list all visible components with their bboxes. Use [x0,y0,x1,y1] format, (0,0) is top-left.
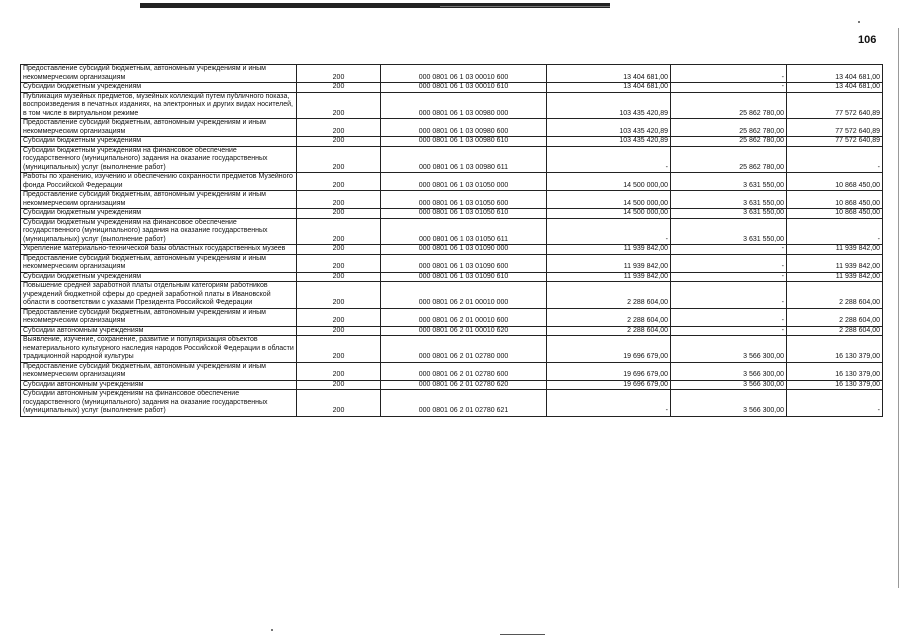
budget-table [20,64,883,417]
row-executed-amount: - [671,83,787,93]
row-name: Субсидии бюджетным учреждениям [21,272,297,282]
row-line-code: 200 [297,336,381,363]
table-row [21,83,883,93]
row-executed-amount: 3 631 550,00 [671,218,787,245]
row-budget-code: 000 0801 06 1 03 00980 611 [381,146,547,173]
row-unexecuted-amount: 10 868 450,00 [787,209,883,219]
table-row [21,218,883,245]
row-unexecuted-amount: 2 288 604,00 [787,282,883,309]
row-line-code: 200 [297,272,381,282]
row-name: Предоставление субсидий бюджетным, автономным учреждениям и иным некоммерческим организациям [21,65,297,83]
row-unexecuted-amount: 16 130 379,00 [787,362,883,380]
row-unexecuted-amount: 11 939 842,00 [787,254,883,272]
row-executed-amount: - [671,254,787,272]
row-budget-code: 000 0801 06 2 01 02780 000 [381,336,547,363]
row-line-code: 200 [297,282,381,309]
row-executed-amount: 3 631 550,00 [671,173,787,191]
row-unexecuted-amount: 2 288 604,00 [787,326,883,336]
table-row [21,209,883,219]
row-name: Предоставление субсидий бюджетным, автономным учреждениям и иным некоммерческим организациям [21,191,297,209]
row-unexecuted-amount: 13 404 681,00 [787,83,883,93]
row-approved-amount: 13 404 681,00 [547,83,671,93]
budget-table-body [21,65,883,417]
row-approved-amount: - [547,390,671,417]
scan-top-line [440,6,610,7]
table-row [21,65,883,83]
row-executed-amount: - [671,326,787,336]
row-approved-amount: 19 696 679,00 [547,336,671,363]
row-name: Предоставление субсидий бюджетным, автономным учреждениям и иным некоммерческим организациям [21,308,297,326]
row-name: Предоставление субсидий бюджетным, автономным учреждениям и иным некоммерческим организациям [21,119,297,137]
row-budget-code: 000 0801 06 1 03 00980 610 [381,137,547,147]
row-executed-amount: 25 862 780,00 [671,92,787,119]
row-budget-code: 000 0801 06 1 03 01090 600 [381,254,547,272]
table-row [21,336,883,363]
row-approved-amount: 2 288 604,00 [547,282,671,309]
row-name: Субсидии бюджетным учреждениям [21,137,297,147]
table-row [21,92,883,119]
scan-speck [271,629,273,631]
row-budget-code: 000 0801 06 1 03 01050 000 [381,173,547,191]
row-executed-amount: - [671,282,787,309]
table-row [21,173,883,191]
row-budget-code: 000 0801 06 2 01 00010 620 [381,326,547,336]
table-row [21,380,883,390]
row-budget-code: 000 0801 06 1 03 00010 610 [381,83,547,93]
table-row [21,146,883,173]
row-approved-amount: 14 500 000,00 [547,173,671,191]
row-executed-amount: - [671,65,787,83]
row-approved-amount: 14 500 000,00 [547,209,671,219]
row-budget-code: 000 0801 06 2 01 00010 600 [381,308,547,326]
row-line-code: 200 [297,65,381,83]
table-row [21,254,883,272]
row-approved-amount: - [547,218,671,245]
row-approved-amount: 103 435 420,89 [547,92,671,119]
row-unexecuted-amount: 16 130 379,00 [787,380,883,390]
row-approved-amount: 19 696 679,00 [547,362,671,380]
table-row [21,137,883,147]
row-approved-amount: 11 939 842,00 [547,254,671,272]
row-approved-amount: 19 696 679,00 [547,380,671,390]
row-approved-amount: 11 939 842,00 [547,245,671,255]
row-name: Работы по хранению, изучению и обеспечению сохранности предметов Музейного фонда Российской Федерации [21,173,297,191]
row-line-code: 200 [297,209,381,219]
table-row [21,191,883,209]
row-approved-amount: 2 288 604,00 [547,308,671,326]
row-approved-amount: 103 435 420,89 [547,119,671,137]
row-executed-amount: 25 862 780,00 [671,119,787,137]
row-approved-amount: 103 435 420,89 [547,137,671,147]
row-line-code: 200 [297,173,381,191]
row-approved-amount: 13 404 681,00 [547,65,671,83]
row-executed-amount: 3 566 300,00 [671,390,787,417]
row-line-code: 200 [297,308,381,326]
row-budget-code: 000 0801 06 2 01 02780 621 [381,390,547,417]
row-line-code: 200 [297,92,381,119]
table-row [21,308,883,326]
row-line-code: 200 [297,191,381,209]
table-row [21,272,883,282]
row-name: Субсидии автономным учреждениям [21,326,297,336]
row-unexecuted-amount: 16 130 379,00 [787,336,883,363]
row-approved-amount: 11 939 842,00 [547,272,671,282]
scan-bottom-line [500,634,545,635]
row-name: Укрепление материально-технической базы областных государственных музеев [21,245,297,255]
table-row [21,362,883,380]
row-unexecuted-amount: 11 939 842,00 [787,245,883,255]
table-row [21,245,883,255]
row-budget-code: 000 0801 06 2 01 02780 620 [381,380,547,390]
row-line-code: 200 [297,245,381,255]
row-name: Выявление, изучение, сохранение, развитие и популяризация объектов нематериального культурного наследия народов Российской Федерации в области традиционной народной культуры [21,336,297,363]
row-executed-amount: 3 566 300,00 [671,336,787,363]
table-row [21,119,883,137]
row-unexecuted-amount: 77 572 640,89 [787,92,883,119]
table-row [21,282,883,309]
row-approved-amount: 14 500 000,00 [547,191,671,209]
row-name: Предоставление субсидий бюджетным, автономным учреждениям и иным некоммерческим организациям [21,362,297,380]
row-name: Субсидии бюджетным учреждениям [21,83,297,93]
row-budget-code: 000 0801 06 1 03 00010 600 [381,65,547,83]
row-line-code: 200 [297,218,381,245]
row-line-code: 200 [297,380,381,390]
row-line-code: 200 [297,146,381,173]
row-unexecuted-amount: 10 868 450,00 [787,173,883,191]
table-row [21,390,883,417]
row-line-code: 200 [297,254,381,272]
row-unexecuted-amount: 2 288 604,00 [787,308,883,326]
scan-right-edge [898,28,899,588]
row-unexecuted-amount: - [787,218,883,245]
row-name: Субсидии бюджетным учреждениям [21,209,297,219]
row-unexecuted-amount: 13 404 681,00 [787,65,883,83]
row-unexecuted-amount: - [787,390,883,417]
row-executed-amount: 3 631 550,00 [671,209,787,219]
row-executed-amount: 3 566 300,00 [671,380,787,390]
table-row [21,326,883,336]
row-budget-code: 000 0801 06 1 03 01050 600 [381,191,547,209]
row-budget-code: 000 0801 06 1 03 00980 000 [381,92,547,119]
row-executed-amount: - [671,308,787,326]
row-budget-code: 000 0801 06 2 01 02780 600 [381,362,547,380]
row-line-code: 200 [297,362,381,380]
row-name: Субсидии автономным учреждениям на финансовое обеспечение государственного (муниципального) задания на оказание государственных (муниципальных) услуг (выполнение работ) [21,390,297,417]
row-name: Субсидии автономным учреждениям [21,380,297,390]
row-executed-amount: 25 862 780,00 [671,137,787,147]
scan-speck [858,21,860,23]
row-line-code: 200 [297,119,381,137]
row-budget-code: 000 0801 06 1 03 01090 000 [381,245,547,255]
row-executed-amount: 3 631 550,00 [671,191,787,209]
row-unexecuted-amount: - [787,146,883,173]
row-unexecuted-amount: 77 572 640,89 [787,119,883,137]
row-name: Предоставление субсидий бюджетным, автономным учреждениям и иным некоммерческим организациям [21,254,297,272]
page-number: 106 [858,34,877,46]
row-line-code: 200 [297,390,381,417]
row-budget-code: 000 0801 06 1 03 01090 610 [381,272,547,282]
row-executed-amount: - [671,245,787,255]
row-unexecuted-amount: 77 572 640,89 [787,137,883,147]
row-unexecuted-amount: 10 868 450,00 [787,191,883,209]
row-unexecuted-amount: 11 939 842,00 [787,272,883,282]
row-executed-amount: - [671,272,787,282]
row-name: Публикация музейных предметов, музейных коллекций путем публичного показа, воспроизведения в печатных изданиях, на электронных и других видах носителей, в том числе в виртуальном режиме [21,92,297,119]
row-budget-code: 000 0801 06 1 03 01050 611 [381,218,547,245]
row-line-code: 200 [297,326,381,336]
row-line-code: 200 [297,137,381,147]
row-approved-amount: 2 288 604,00 [547,326,671,336]
row-budget-code: 000 0801 06 2 01 00010 000 [381,282,547,309]
row-line-code: 200 [297,83,381,93]
row-name: Субсидии бюджетным учреждениям на финансовое обеспечение государственного (муниципального) задания на оказание государственных (муниципальных) услуг (выполнение работ) [21,218,297,245]
row-executed-amount: 3 566 300,00 [671,362,787,380]
row-name: Субсидии бюджетным учреждениям на финансовое обеспечение государственного (муниципального) задания на оказание государственных (муниципальных) услуг (выполнение работ) [21,146,297,173]
row-executed-amount: 25 862 780,00 [671,146,787,173]
row-budget-code: 000 0801 06 1 03 00980 600 [381,119,547,137]
row-budget-code: 000 0801 06 1 03 01050 610 [381,209,547,219]
row-name: Повышение средней заработной платы отдельным категориям работников учреждений бюджетной сферы до средней заработной платы в Ивановской области в соответствии с указами Президента Российской Федерации [21,282,297,309]
row-approved-amount: - [547,146,671,173]
